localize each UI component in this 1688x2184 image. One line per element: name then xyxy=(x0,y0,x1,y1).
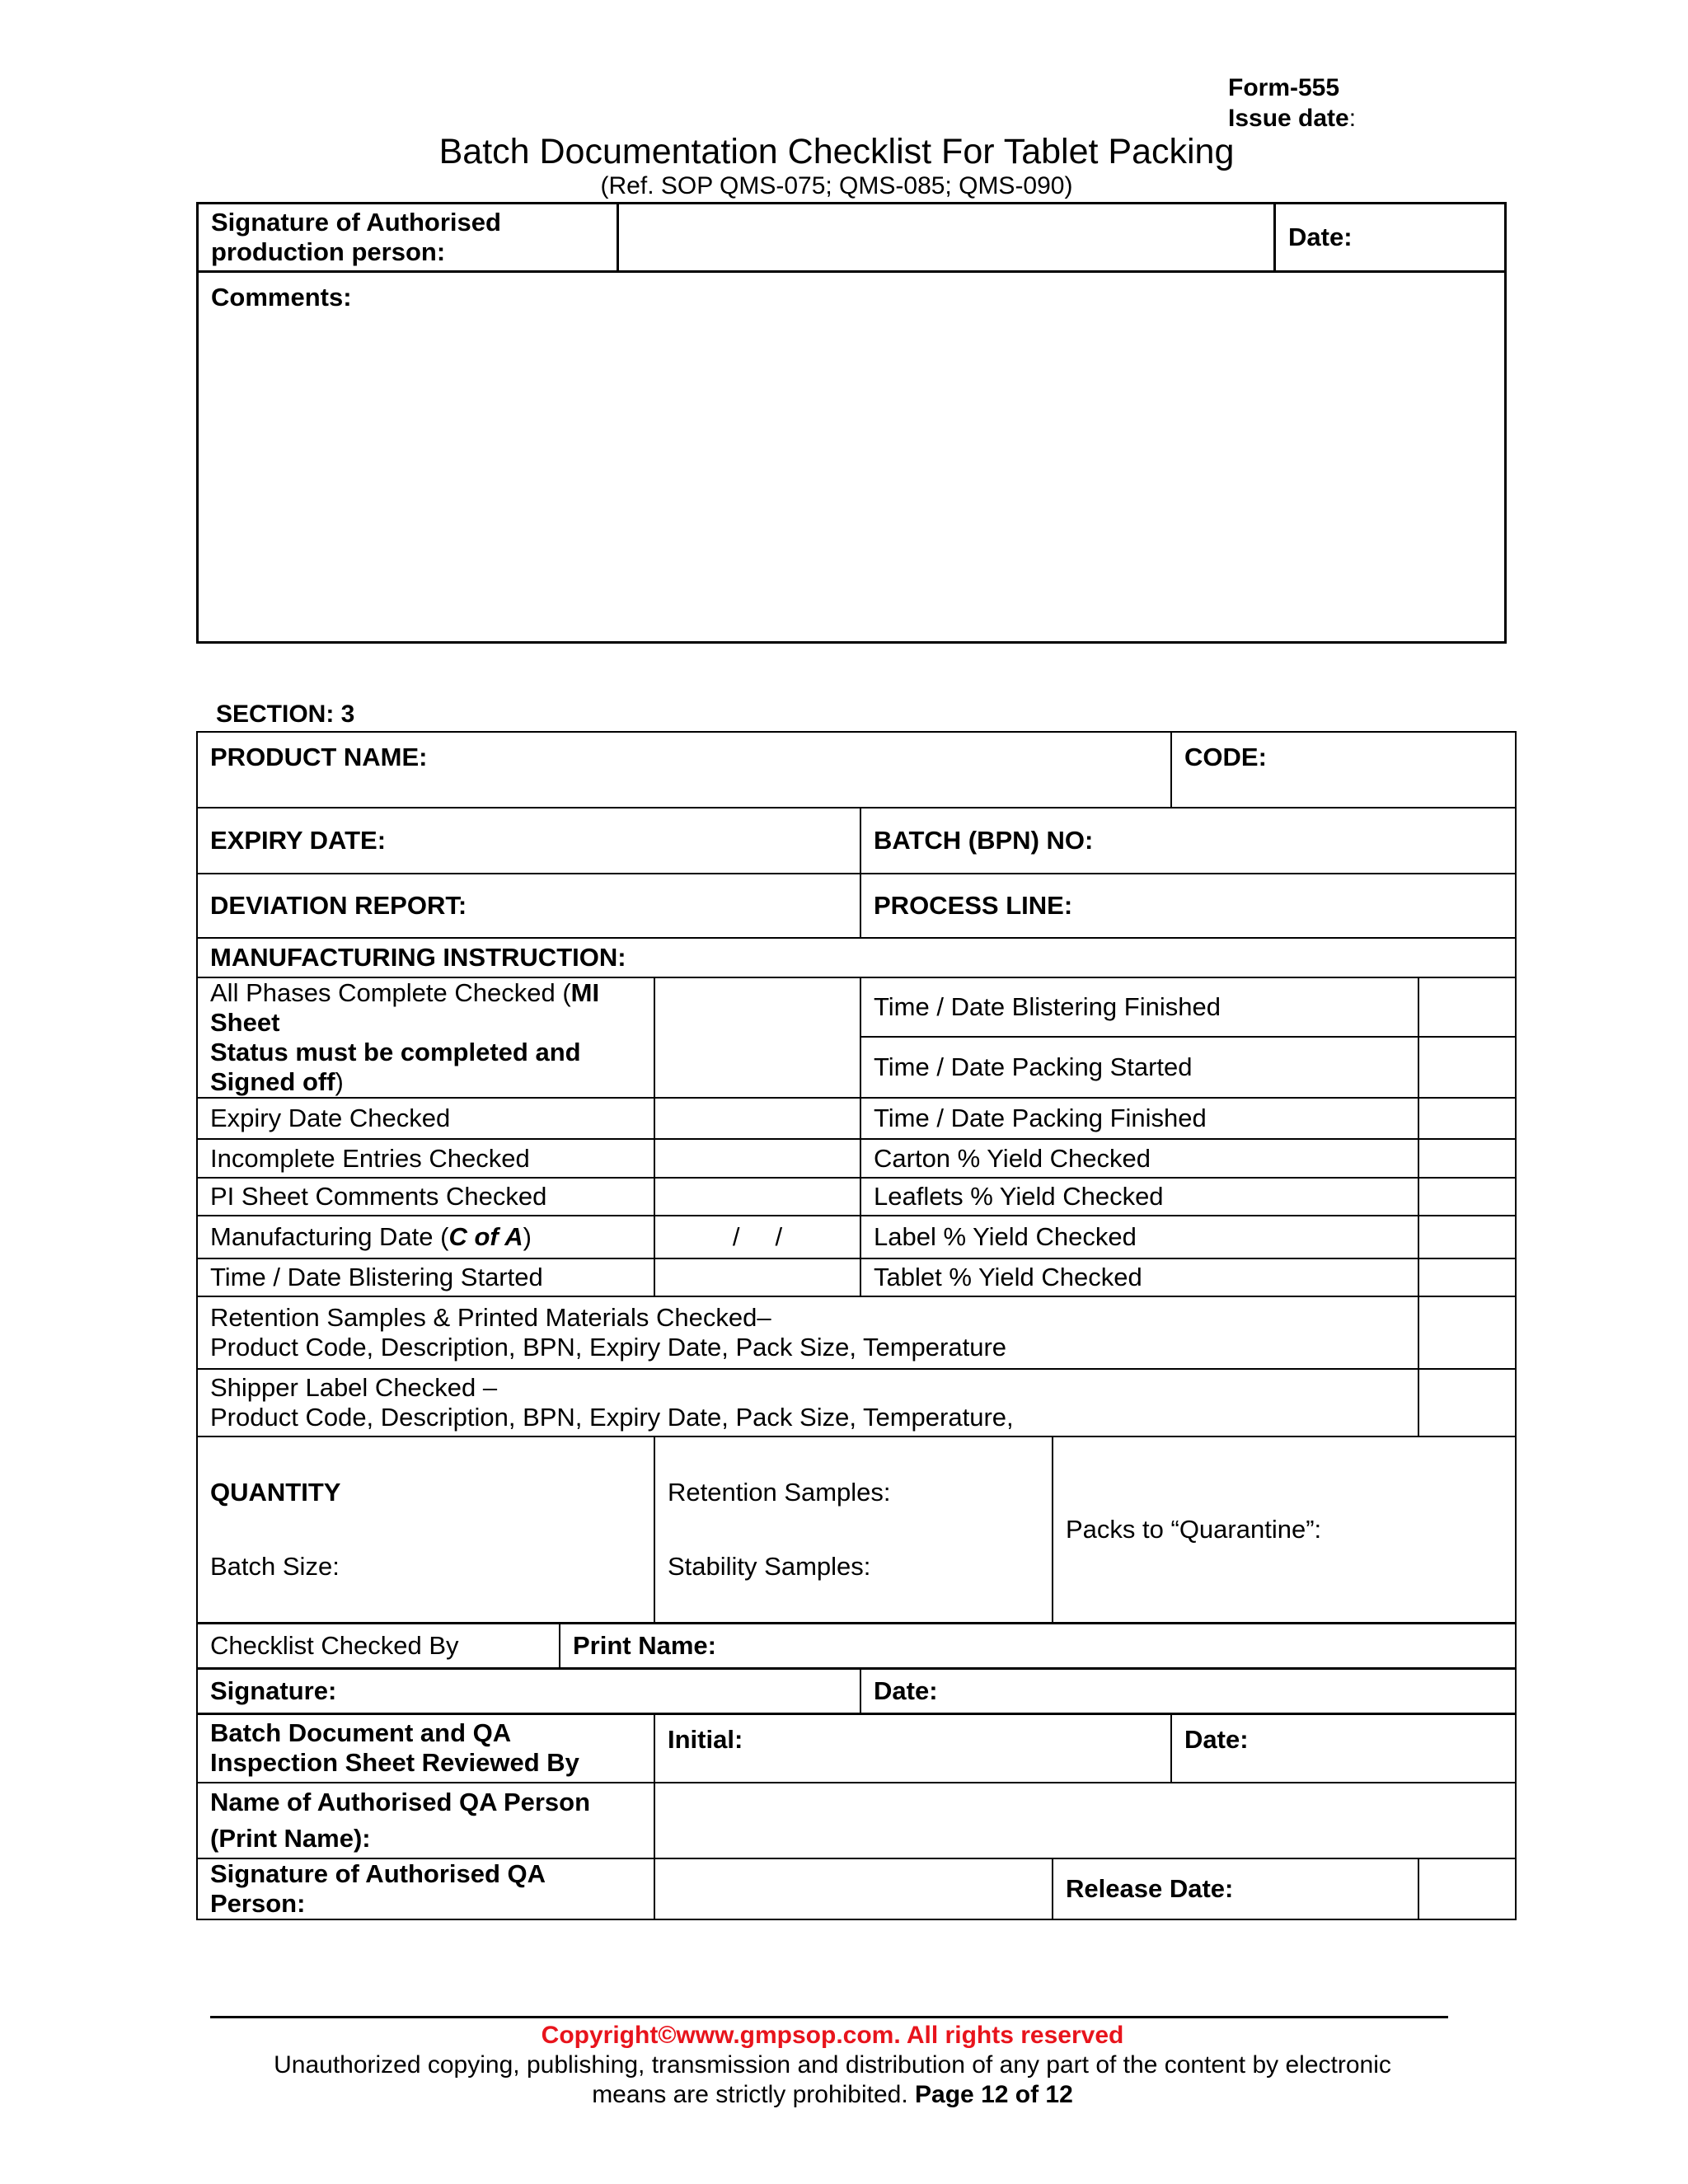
print-name-field[interactable]: Print Name: xyxy=(560,1623,1516,1668)
packing-finished-label: Time / Date Packing Finished xyxy=(860,1098,1418,1139)
section-label: SECTION: 3 xyxy=(216,701,355,728)
deviation-report-field[interactable]: DEVIATION REPORT: xyxy=(197,874,860,938)
retention-samples-checked-field[interactable] xyxy=(1418,1296,1516,1369)
expiry-checked-label: Expiry Date Checked xyxy=(197,1098,654,1139)
signature-field[interactable] xyxy=(618,204,1275,272)
copy-notice-line2: means are strictly prohibited. Page 12 of 12 xyxy=(592,2081,1073,2108)
comments-field[interactable] xyxy=(198,272,1506,643)
release-date-label: Release Date: xyxy=(1053,1858,1418,1919)
process-line-field[interactable]: PROCESS LINE: xyxy=(860,874,1516,938)
release-date-field[interactable] xyxy=(1418,1858,1516,1919)
blistering-finished-field[interactable] xyxy=(1418,977,1516,1037)
qa-person-name-field[interactable] xyxy=(654,1783,1516,1858)
sop-reference: (Ref. SOP QMS-075; QMS-085; QMS-090) xyxy=(600,172,1073,199)
checked-date-field[interactable]: Date: xyxy=(860,1668,1516,1713)
pi-sheet-label: PI Sheet Comments Checked xyxy=(197,1178,654,1216)
packing-finished-field[interactable] xyxy=(1418,1098,1516,1139)
copyright-notice: Copyright©www.gmpsop.com. All rights reserved xyxy=(541,2022,1124,2049)
issue-date xyxy=(1228,103,1356,134)
incomplete-entries-field[interactable] xyxy=(654,1139,860,1178)
page-title: Batch Documentation Checklist For Tablet Packing xyxy=(438,132,1235,171)
code-field[interactable]: CODE: xyxy=(1171,732,1516,808)
blistering-started-label: Time / Date Blistering Started xyxy=(197,1258,654,1296)
retention-samples-label: Retention Samples: xyxy=(668,1477,891,1507)
batch-size-label: Batch Size: xyxy=(210,1551,340,1581)
manufacturing-date-label: Manufacturing Date (C of A) xyxy=(197,1216,654,1258)
pi-sheet-field[interactable] xyxy=(654,1178,860,1216)
blistering-started-field[interactable] xyxy=(654,1258,860,1296)
date-label: Date: xyxy=(1275,204,1506,272)
issue-date-colon: : xyxy=(1348,105,1357,132)
product-name-field[interactable]: PRODUCT NAME: xyxy=(197,732,1171,808)
packs-quarantine-field[interactable]: Packs to “Quarantine”: xyxy=(1053,1436,1516,1623)
leaflets-yield-label: Leaflets % Yield Checked xyxy=(860,1178,1418,1216)
quantity-label: QUANTITY xyxy=(210,1477,341,1507)
packing-started-field[interactable] xyxy=(1418,1037,1516,1098)
copy-notice-line1: Unauthorized copying, publishing, transmission and distribution of any part of the content by electronic xyxy=(274,2051,1391,2079)
tablet-yield-field[interactable] xyxy=(1418,1258,1516,1296)
form-reference xyxy=(1228,73,1356,134)
section3-table xyxy=(196,731,1517,1920)
qa-signature-field[interactable] xyxy=(654,1858,1053,1919)
page-number: Page 12 of 12 xyxy=(915,2081,1073,2108)
carton-yield-label: Carton % Yield Checked xyxy=(860,1139,1418,1178)
qa-signature-label: Signature of Authorised QA Person: xyxy=(197,1858,654,1919)
production-signoff-box xyxy=(196,202,1507,644)
checklist-checked-by-label: Checklist Checked By xyxy=(197,1623,560,1668)
expiry-date-field[interactable]: EXPIRY DATE: xyxy=(197,808,860,874)
signature-label: Signature of Authorised production person: xyxy=(198,204,618,272)
retention-samples-checked-label: Retention Samples & Printed Materials Checked– Product Code, Description, BPN, Expiry Date, Pack Size, Temperature xyxy=(197,1296,1418,1369)
shipper-label-checked-field[interactable] xyxy=(1418,1369,1516,1436)
manufacturing-date-field[interactable]: / / xyxy=(654,1216,860,1258)
footer-divider xyxy=(210,2016,1448,2018)
samples-cell[interactable] xyxy=(654,1436,1053,1623)
packing-started-label: Time / Date Packing Started xyxy=(860,1037,1418,1098)
initial-field[interactable]: Initial: xyxy=(654,1713,1171,1783)
shipper-label-checked-label: Shipper Label Checked – Product Code, Description, BPN, Expiry Date, Pack Size, Temperature, xyxy=(197,1369,1418,1436)
all-phases-label: All Phases Complete Checked (MI Sheet Status must be completed and Signed off) xyxy=(197,977,654,1098)
label-yield-field[interactable] xyxy=(1418,1216,1516,1258)
manufacturing-instruction-header: MANUFACTURING INSTRUCTION: xyxy=(197,938,1516,977)
issue-date-label: Issue date xyxy=(1228,105,1349,132)
incomplete-entries-label: Incomplete Entries Checked xyxy=(197,1139,654,1178)
blistering-finished-label: Time / Date Blistering Finished xyxy=(860,977,1418,1037)
signature-field[interactable]: Signature: xyxy=(197,1668,860,1713)
batch-doc-reviewed-label: Batch Document and QA Inspection Sheet Reviewed By xyxy=(197,1713,654,1783)
expiry-checked-field[interactable] xyxy=(654,1098,860,1139)
tablet-yield-label: Tablet % Yield Checked xyxy=(860,1258,1418,1296)
label-yield-label: Label % Yield Checked xyxy=(860,1216,1418,1258)
stability-samples-label: Stability Samples: xyxy=(668,1551,871,1581)
batch-no-field[interactable]: BATCH (BPN) NO: xyxy=(860,808,1516,874)
form-number: Form-555 xyxy=(1228,74,1340,101)
reviewed-date-field[interactable]: Date: xyxy=(1171,1713,1516,1783)
qa-person-name-label: Name of Authorised QA Person (Print Name): xyxy=(197,1783,654,1858)
all-phases-check[interactable] xyxy=(654,977,860,1098)
comments-label: Comments: xyxy=(211,283,352,312)
quantity-cell[interactable] xyxy=(197,1436,654,1623)
leaflets-yield-field[interactable] xyxy=(1418,1178,1516,1216)
carton-yield-field[interactable] xyxy=(1418,1139,1516,1178)
